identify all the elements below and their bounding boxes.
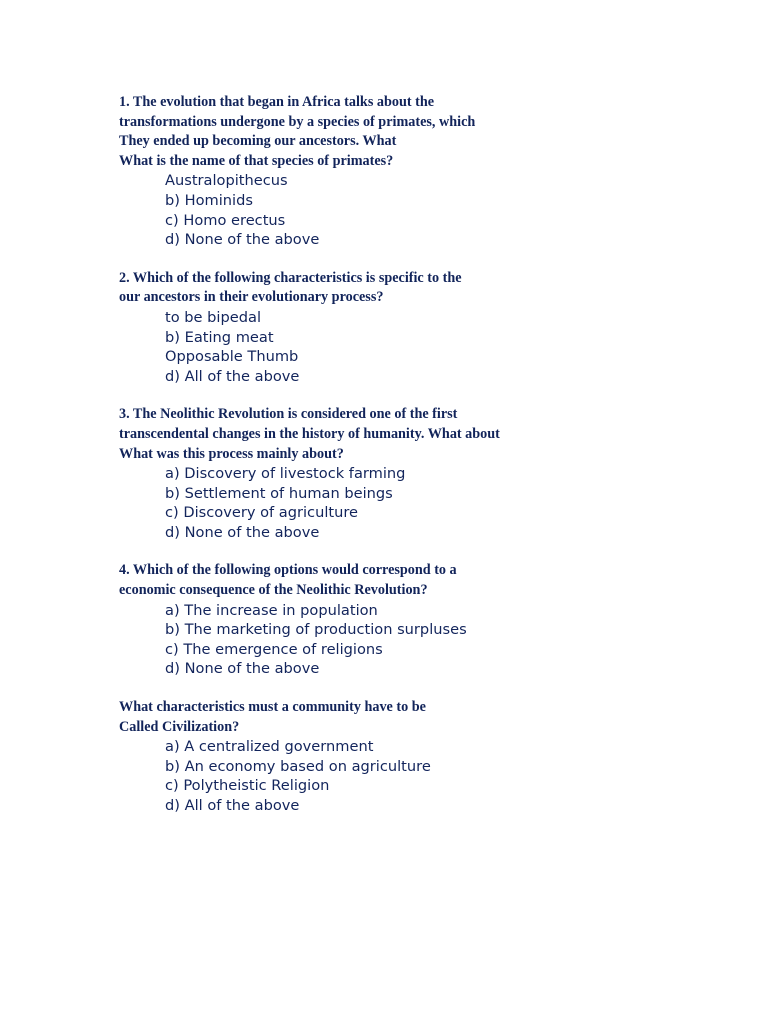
question-3 xyxy=(119,405,719,542)
question-5-line-2: Called Civilization? xyxy=(119,718,240,735)
question-3-option-a: a) Discovery of livestock farming xyxy=(165,465,406,483)
question-4-option-b: b) The marketing of production surpluses xyxy=(165,621,467,639)
question-5-option-c: c) Polytheistic Religion xyxy=(165,777,330,795)
question-2-line-2: our ancestors in their evolutionary process? xyxy=(119,289,384,306)
question-5 xyxy=(119,698,719,816)
question-1-option-c: c) Homo erectus xyxy=(165,211,286,229)
question-2-option-b: b) Eating meat xyxy=(165,328,274,346)
question-4-option-a: a) The increase in population xyxy=(165,601,378,619)
question-1-line-3: They ended up becoming our ancestors. What xyxy=(119,133,397,150)
question-3-option-b: b) Settlement of human beings xyxy=(165,484,393,502)
question-4-line-2: economic consequence of the Neolithic Revolution? xyxy=(119,582,428,599)
question-5-option-a: a) A centralized government xyxy=(165,738,374,756)
question-4-options xyxy=(119,601,719,679)
question-4-option-c: c) The emergence of religions xyxy=(165,640,383,658)
question-1-line-2: transformations undergone by a species of primates, which xyxy=(119,113,476,130)
question-4 xyxy=(119,561,719,679)
question-2 xyxy=(119,269,719,387)
question-3-line-2: transcendental changes in the history of humanity. What about xyxy=(119,425,500,442)
question-3-options xyxy=(119,464,719,542)
question-5-option-d: d) All of the above xyxy=(165,797,300,814)
question-3-option-d: d) None of the above xyxy=(165,523,320,541)
question-1-option-a: Australopithecus xyxy=(165,172,288,190)
question-2-option-d: d) All of the above xyxy=(165,367,300,385)
question-1-option-d: d) None of the above xyxy=(165,231,320,249)
question-5-line-1: What characteristics must a community have to be xyxy=(119,699,426,716)
question-2-option-c: Opposable Thumb xyxy=(165,348,299,366)
question-3-option-c: c) Discovery of agriculture xyxy=(165,504,359,522)
question-4-line-1: 4. Which of the following options would correspond to a xyxy=(119,562,457,579)
quiz-content xyxy=(119,93,719,816)
question-3-line-1: 3. The Neolithic Revolution is considered one of the first xyxy=(119,406,458,423)
question-3-line-3: What was this process mainly about? xyxy=(119,445,344,462)
question-4-option-d: d) None of the above xyxy=(165,660,320,678)
question-2-options xyxy=(119,308,719,386)
question-5-option-b: b) An economy based on agriculture xyxy=(165,757,431,775)
question-1-line-4: What is the name of that species of primates? xyxy=(119,152,394,169)
question-1-options xyxy=(119,171,719,249)
question-5-options xyxy=(119,737,719,815)
question-1-option-b: b) Hominids xyxy=(165,191,253,209)
question-1-line-1: 1. The evolution that began in Africa talks about the xyxy=(119,94,435,110)
question-2-line-1: 2. Which of the following characteristics is specific to the xyxy=(119,269,462,286)
question-1 xyxy=(119,93,719,250)
question-2-option-a: to be bipedal xyxy=(165,308,261,326)
